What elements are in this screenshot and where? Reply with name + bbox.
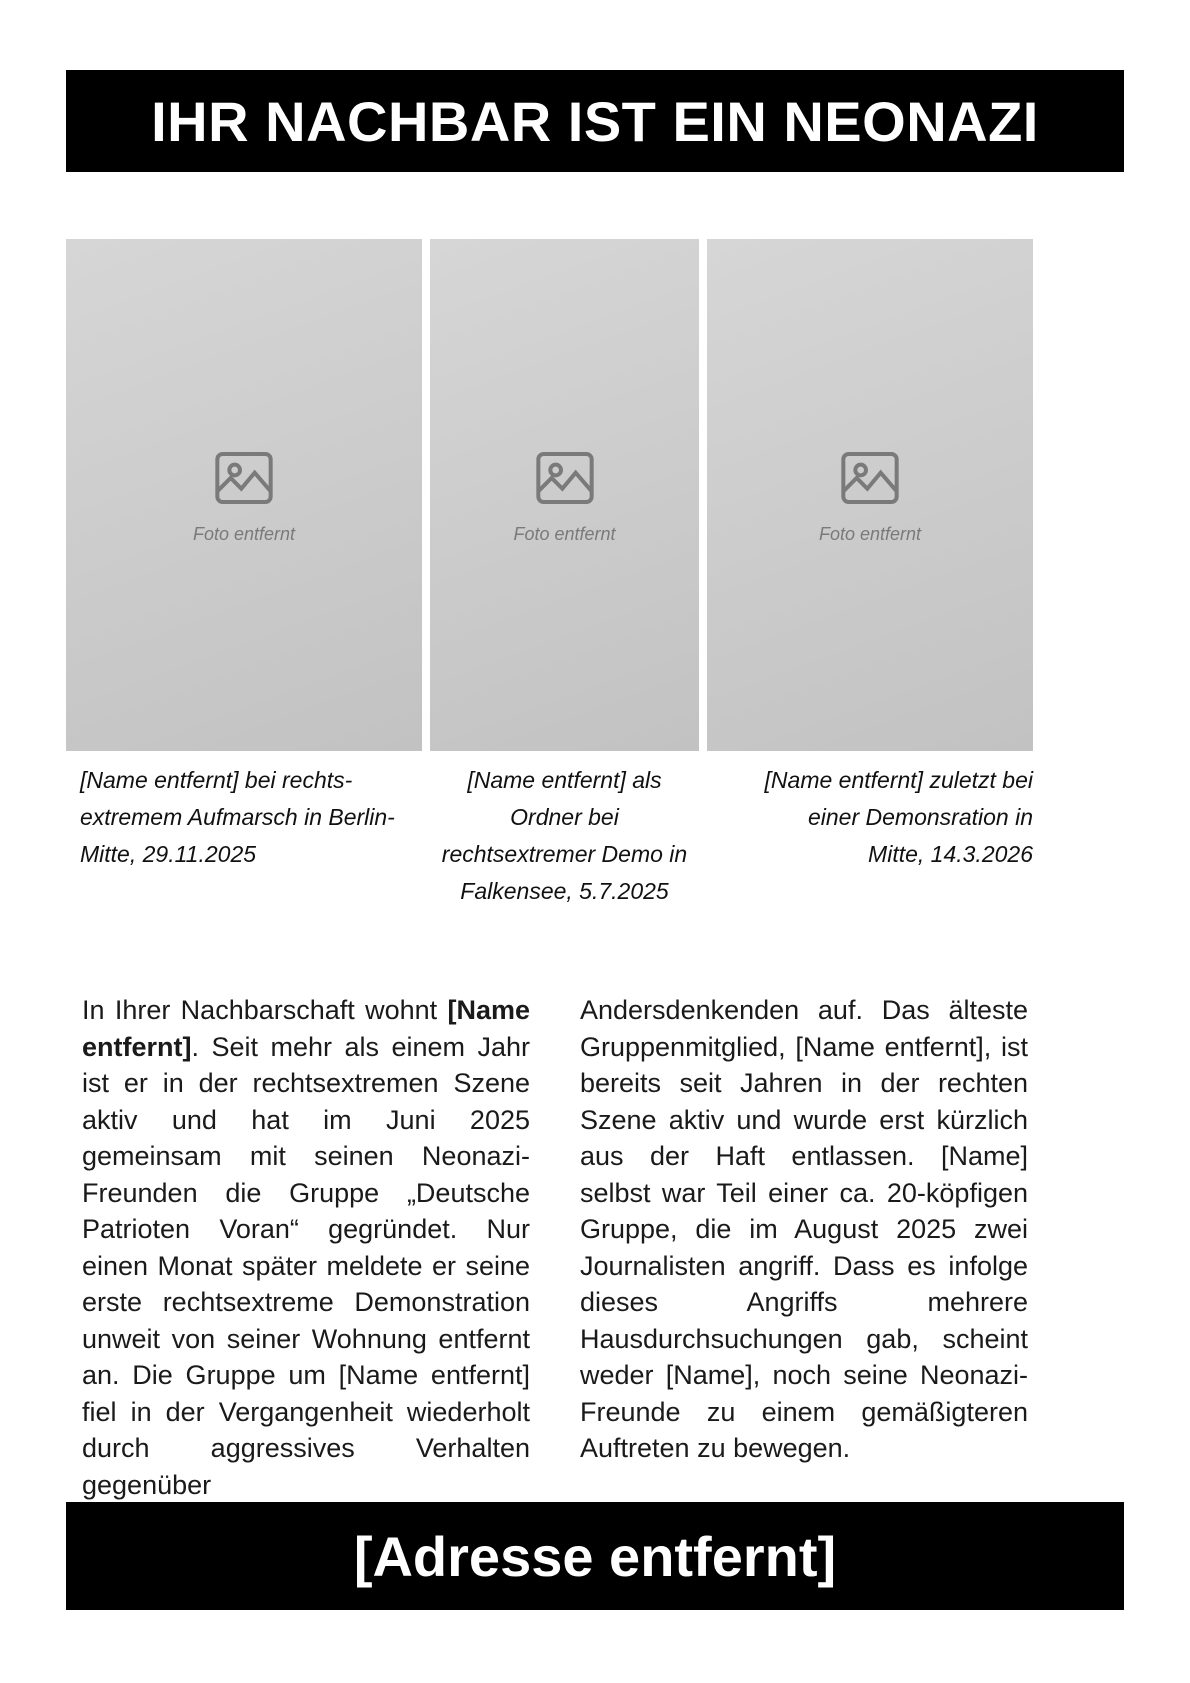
photo-caption-3 (707, 762, 1033, 873)
photo-caption-2 (430, 762, 699, 910)
address-banner (66, 1502, 1124, 1610)
article-col1-rest: . Seit mehr als einem Jahr ist er in der rechtsextremen Szene aktiv und hat im Juni 2025 gemeinsam mit seinen Neonazi-Freunden die Gruppe „Deutsche Patrioten Voran“ gegründet. Nur einen Monat später meldete er seine erste rechtsextreme Demonstration unweit von seiner Wohnung entfernt an. Die Gruppe um [Name entfernt] fiel in der Vergangenheit wiederholt durch aggressives Verhalten gegenüber (82, 1031, 530, 1500)
caption-line: [Name entfernt] als Ordner bei (467, 767, 662, 830)
photo-placeholder-label: Foto entfernt (818, 523, 922, 544)
article-column-1 (82, 992, 530, 1503)
address-text-redacted: [Adresse entfernt] (353, 1524, 837, 1588)
photo-placeholder-1 (66, 239, 422, 751)
headline-banner (66, 70, 1124, 172)
caption-line: extremem Aufmarsch in Berlin- (80, 804, 395, 830)
photo-column-2 (430, 239, 699, 910)
caption-line: [Name entfernt] zuletzt bei (764, 767, 1033, 793)
photo-caption-1 (66, 762, 422, 873)
photo-placeholder-2 (430, 239, 699, 751)
caption-line: Mitte, 14.3.2026 (868, 841, 1033, 867)
photo-column-3 (707, 239, 1033, 910)
image-placeholder-icon (212, 446, 276, 510)
article-col1-lead: In Ihrer Nachbarschaft wohnt (82, 995, 448, 1025)
photo-column-1 (66, 239, 422, 910)
caption-line: [Name entfernt] bei rechts- (80, 767, 353, 793)
caption-line: Falkensee, 5.7.2025 (460, 878, 669, 904)
caption-line: rechtsextremer Demo in (441, 841, 688, 867)
photo-row (66, 239, 1033, 910)
image-placeholder-icon (533, 446, 597, 510)
image-placeholder-icon (838, 446, 902, 510)
article-body (66, 992, 1124, 1503)
headline-text: IHR NACHBAR IST EIN NEONAZI (151, 89, 1039, 153)
photo-placeholder-3 (707, 239, 1033, 751)
photo-placeholder-label: Foto entfernt (513, 523, 616, 544)
caption-line: einer Demonsration in (807, 804, 1033, 830)
article-column-2 (580, 992, 1028, 1503)
photo-placeholder-label: Foto entfernt (192, 523, 296, 544)
article-col1-name-redacted: [Name entfernt] (82, 995, 530, 1062)
caption-line: Mitte, 29.11.2025 (80, 841, 257, 867)
article-col2-text: Andersdenkenden auf. Das älteste Gruppenmitglied, [Name entfernt], ist bereits seit Jahren in der rechten Szene aktiv und wurde erst kürzlich aus der Haft entlassen. [Name] selbst war Teil einer ca. 20-köpfigen Gruppe, die im August 2025 zwei Journalisten angriff. Dass es infolge dieses Angriffs mehrere Hausdurchsuchungen gab, scheint weder [Name], noch seine Neonazi-Freunde zu einem gemäßigteren Auftreten zu bewegen. (580, 995, 1028, 1463)
